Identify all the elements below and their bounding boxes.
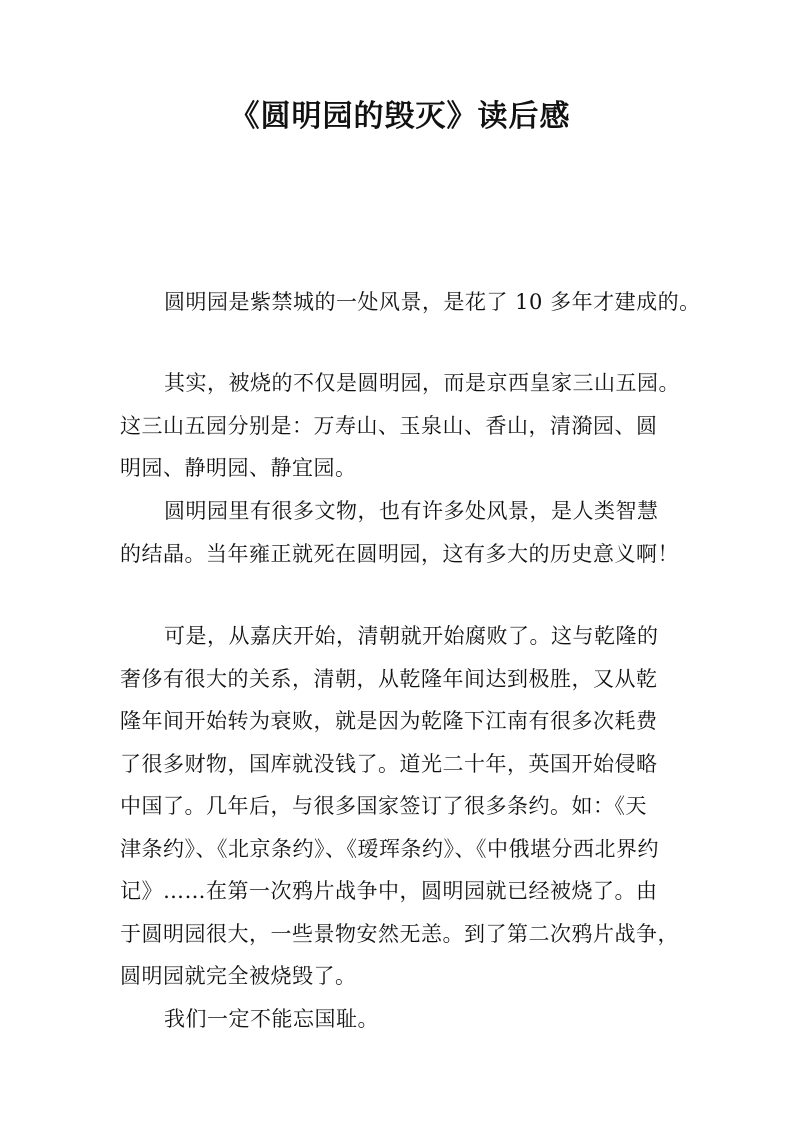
paragraph-line: 可是，从嘉庆开始，清朝就开始腐败了。这与乾隆的	[164, 624, 659, 648]
paragraph-line: 中国了。几年后，与很多国家签订了很多条约。如：《天	[120, 794, 647, 818]
paragraph-line: 圆明园里有很多文物，也有许多处风景，是人类智慧	[164, 499, 659, 523]
paragraph-line: 圆明园就完全被烧毁了。	[120, 964, 357, 988]
paragraph-line: 记》……在第一次鸦片战争中，圆明园就已经被烧了。由	[120, 879, 658, 903]
paragraph-line: 这三山五园分别是：万寿山、玉泉山、香山，清漪园、圆	[120, 413, 658, 438]
paragraph-2	[120, 362, 680, 490]
paragraph-4	[120, 615, 680, 998]
paragraph-line: 其实，被烧的不仅是圆明园，而是京西皇家三山五园。	[164, 371, 680, 395]
paragraph-3	[120, 490, 680, 575]
paragraph-1	[120, 281, 701, 324]
paragraph-5	[120, 998, 680, 1041]
paragraph-line: 的结晶。当年雍正就死在圆明园，这有多大的历史意义啊！	[120, 541, 679, 566]
document-title: 《圆明园的毁灭》读后感	[229, 99, 571, 134]
paragraph-line: 我们一定不能忘国耻。	[164, 1007, 379, 1031]
paragraph-line: 奢侈有很大的关系，清朝，从乾隆年间达到极胜，又从乾	[120, 666, 658, 691]
paragraph-line: 圆明园是紫禁城的一处风景，是花了 10 多年才建成的。	[164, 290, 701, 314]
paragraph-line: 明园、静明园、静宜园。	[120, 456, 357, 480]
paragraph-line: 隆年间开始转为衰败，就是因为乾隆下江南有很多次耗费	[120, 709, 658, 733]
paragraph-line: 于圆明园很大，一些景物安然无恙。到了第二次鸦片战争，	[120, 921, 679, 946]
paragraph-line: 了很多财物，国库就没钱了。道光二十年，英国开始侵略	[120, 751, 658, 776]
paragraph-line: 津条约》、《北京条约》、《瑷珲条约》、《中俄堪分西北界约	[120, 836, 659, 861]
